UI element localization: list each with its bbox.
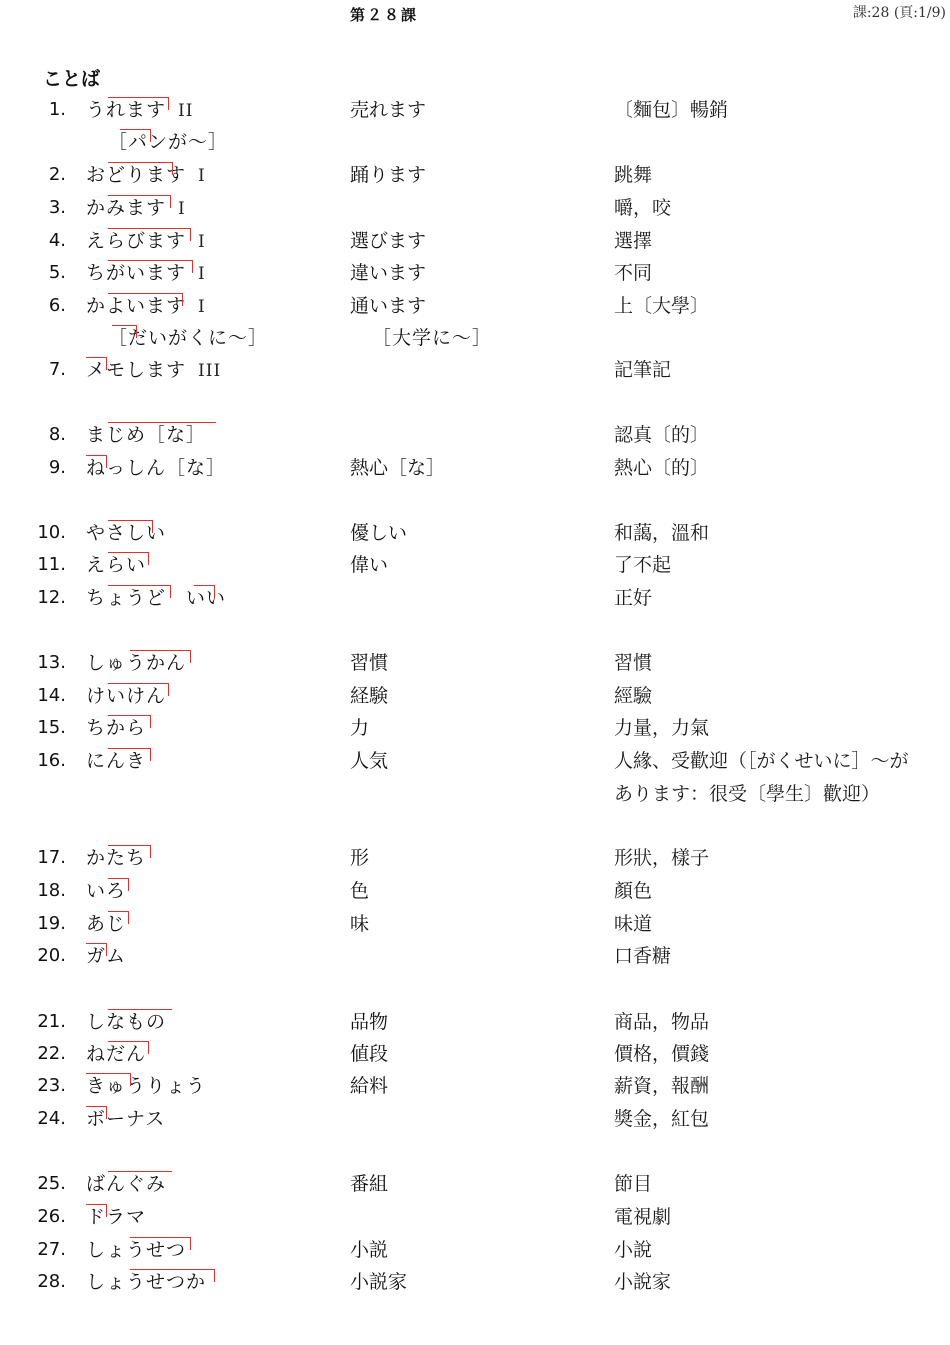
entry-reading: メモします III [86, 359, 222, 381]
entry-meaning: 顏色 [614, 880, 653, 902]
pitch-accent-mark [108, 422, 216, 435]
entry-kanji: 値段 [350, 1043, 389, 1065]
entry-reading: ボーナス [86, 1108, 166, 1130]
entry-meaning: 薪資，報酬 [614, 1075, 710, 1097]
entry-meaning: 味道 [614, 913, 653, 935]
entry-kanji: 小説家 [350, 1271, 408, 1293]
entry-reading: ドラマ [86, 1206, 147, 1228]
entry-reading: かよいます I [86, 295, 206, 317]
entry-reading: まじめ［な］ [86, 424, 207, 446]
pitch-accent-mark [86, 943, 107, 956]
entry-meaning: 商品，物品 [614, 1011, 710, 1033]
entry-kanji: 偉い [350, 554, 389, 576]
entry-number: 8. [48, 424, 66, 445]
pitch-accent-mark [194, 585, 215, 598]
pitch-accent-mark [108, 520, 153, 533]
entry-meaning: 和藹，溫和 [614, 522, 710, 544]
entry-sub-reading: ［パンが～］ [108, 131, 229, 153]
pitch-accent-mark [108, 195, 171, 208]
verb-group-label: I [198, 232, 206, 252]
entry-meaning: 價格，價錢 [614, 1043, 710, 1065]
pitch-accent-mark [108, 97, 169, 110]
entry-number: 19. [37, 913, 66, 934]
entry-meaning: 電視劇 [614, 1206, 672, 1228]
pitch-accent-mark [108, 228, 191, 241]
entry-meaning: 上〔大學〕 [614, 295, 710, 317]
verb-group-label: I [178, 199, 186, 219]
pitch-accent-mark [108, 748, 151, 761]
entry-kanji: 形 [350, 847, 370, 869]
entry-number: 12. [37, 587, 66, 608]
entry-number: 1. [48, 99, 66, 120]
entry-number: 28. [37, 1271, 66, 1292]
pitch-accent-mark [108, 162, 173, 175]
pitch-accent-mark [108, 293, 183, 306]
pitch-accent-mark [130, 1269, 215, 1282]
pitch-accent-mark [120, 129, 151, 142]
entry-number: 13. [37, 652, 66, 673]
entry-number: 23. [37, 1075, 66, 1096]
entry-sub-kanji: ［大学に～］ [372, 327, 493, 349]
pitch-accent-mark [108, 845, 151, 858]
entry-meaning: 小說 [614, 1239, 653, 1261]
entry-reading: ねだん [86, 1043, 147, 1065]
entry-meaning: 熱心〔的〕 [614, 457, 710, 479]
entry-reading: ちょうど いい [86, 587, 227, 609]
pitch-accent-mark [86, 1106, 107, 1119]
pitch-accent-mark [86, 455, 107, 468]
entry-reading: かたち [86, 847, 147, 869]
entry-reading: ねっしん［な］ [86, 457, 227, 479]
entry-number: 16. [37, 750, 66, 771]
pitch-accent-mark [112, 325, 137, 338]
entry-reading: けいけん [86, 685, 167, 707]
entry-reading: しなもの [86, 1011, 167, 1033]
entry-number: 26. [37, 1206, 66, 1227]
pitch-accent-mark [108, 585, 171, 598]
pitch-accent-mark [86, 1204, 107, 1217]
entry-number: 11. [37, 554, 66, 575]
pitch-accent-mark [108, 552, 149, 565]
entry-number: 27. [37, 1239, 66, 1260]
entry-reading: ばんぐみ [86, 1173, 167, 1195]
entry-kanji: 踊ります [350, 164, 427, 186]
entry-meaning: 認真〔的〕 [614, 424, 710, 446]
verb-group-label: II [178, 101, 194, 121]
entry-number: 18. [37, 880, 66, 901]
lesson-title: 第２８課 [350, 6, 419, 24]
entry-meaning: 嚼，咬 [614, 197, 672, 219]
entry-meaning: 小說家 [614, 1271, 672, 1293]
entry-kanji: 違います [350, 262, 427, 284]
entry-kanji: 力 [350, 717, 370, 739]
entry-number: 2. [48, 164, 66, 185]
entry-kanji: 優しい [350, 522, 408, 544]
entry-meaning: 形狀，樣子 [614, 847, 710, 869]
verb-group-label: I [198, 264, 206, 284]
entry-number: 9. [48, 457, 66, 478]
entry-number: 15. [37, 717, 66, 738]
entry-reading: かみます I [86, 197, 186, 219]
pitch-accent-mark [86, 1073, 131, 1086]
pitch-accent-mark [108, 911, 129, 924]
entry-meaning: 獎金，紅包 [614, 1108, 710, 1130]
entry-reading: えらびます I [86, 230, 206, 252]
pitch-accent-mark [130, 650, 191, 663]
entry-meaning: 不同 [614, 262, 653, 284]
entry-kanji: 給料 [350, 1075, 389, 1097]
entry-number: 24. [37, 1108, 66, 1129]
entry-kanji: 小説 [350, 1239, 389, 1261]
entry-meaning: 選擇 [614, 230, 653, 252]
entry-reading: やさしい [86, 522, 167, 544]
entry-kanji: 選びます [350, 230, 427, 252]
entry-number: 25. [37, 1173, 66, 1194]
entry-number: 4. [48, 230, 66, 251]
pitch-accent-mark [108, 1171, 172, 1184]
entry-number: 6. [48, 295, 66, 316]
pitch-accent-mark [108, 260, 193, 273]
entry-kanji: 習慣 [350, 652, 389, 674]
entry-number: 21. [37, 1011, 66, 1032]
entry-reading: しゅうかん [86, 652, 187, 674]
entry-number: 3. [48, 197, 66, 218]
entry-kanji: 経験 [350, 685, 389, 707]
entry-kanji: 熱心［な］ [350, 457, 446, 479]
entry-reading: うれます II [86, 99, 194, 121]
page-indicator: 課:28 (頁:1/9) [852, 5, 946, 21]
entry-kanji: 品物 [350, 1011, 389, 1033]
entry-reading: きゅうりょう [86, 1075, 207, 1097]
pitch-accent-mark [108, 1041, 149, 1054]
entry-kanji: 人気 [350, 750, 389, 772]
verb-group-label: I [198, 166, 206, 186]
entry-reading: しょうせつか [86, 1271, 207, 1293]
entry-reading: いろ [86, 880, 127, 902]
entry-reading: にんき [86, 750, 147, 772]
entry-meaning: 了不起 [614, 554, 672, 576]
verb-group-label: I [198, 297, 206, 317]
entry-meaning: 正好 [614, 587, 653, 609]
entry-meaning: 記筆記 [614, 359, 672, 381]
entry-reading: おどります I [86, 164, 206, 186]
pitch-accent-mark [86, 357, 107, 370]
entry-reading: しょうせつ [86, 1239, 187, 1261]
entry-meaning: 〔麵包〕暢銷 [614, 99, 729, 121]
entry-kanji: 通います [350, 295, 427, 317]
entry-number: 20. [37, 945, 66, 966]
pitch-accent-mark [108, 1009, 172, 1022]
section-label: ことば [43, 68, 101, 90]
entry-kanji: 番組 [350, 1173, 389, 1195]
entry-meaning-continued: あります：很受〔學生〕歡迎） [614, 783, 881, 805]
entry-meaning: 習慣 [614, 652, 653, 674]
pitch-accent-mark [108, 878, 129, 891]
entry-meaning: 經驗 [614, 685, 653, 707]
pitch-accent-mark [108, 715, 151, 728]
entry-reading: えらい [86, 554, 147, 576]
entry-number: 7. [48, 359, 66, 380]
entry-sub-reading: ［だいがくに～］ [108, 327, 269, 349]
entry-meaning: 口香糖 [614, 945, 672, 967]
pitch-accent-mark [130, 1237, 191, 1250]
entry-meaning: 節目 [614, 1173, 653, 1195]
verb-group-label: III [198, 361, 222, 381]
entry-reading: ガム [86, 945, 127, 967]
pitch-accent-mark [108, 683, 169, 696]
entry-meaning: 力量，力氣 [614, 717, 710, 739]
entry-reading: あじ [86, 913, 127, 935]
entry-meaning: 人緣、受歡迎（［がくせいに］～が [614, 750, 909, 772]
entry-reading: ちから [86, 717, 147, 739]
entry-number: 10. [37, 522, 66, 543]
entry-number: 5. [48, 262, 66, 283]
entry-kanji: 色 [350, 880, 370, 902]
entry-reading: ちがいます I [86, 262, 206, 284]
entry-number: 22. [37, 1043, 66, 1064]
entry-number: 17. [37, 847, 66, 868]
entry-number: 14. [37, 685, 66, 706]
entry-kanji: 売れます [350, 99, 427, 121]
entry-kanji: 味 [350, 913, 370, 935]
entry-meaning: 跳舞 [614, 164, 653, 186]
